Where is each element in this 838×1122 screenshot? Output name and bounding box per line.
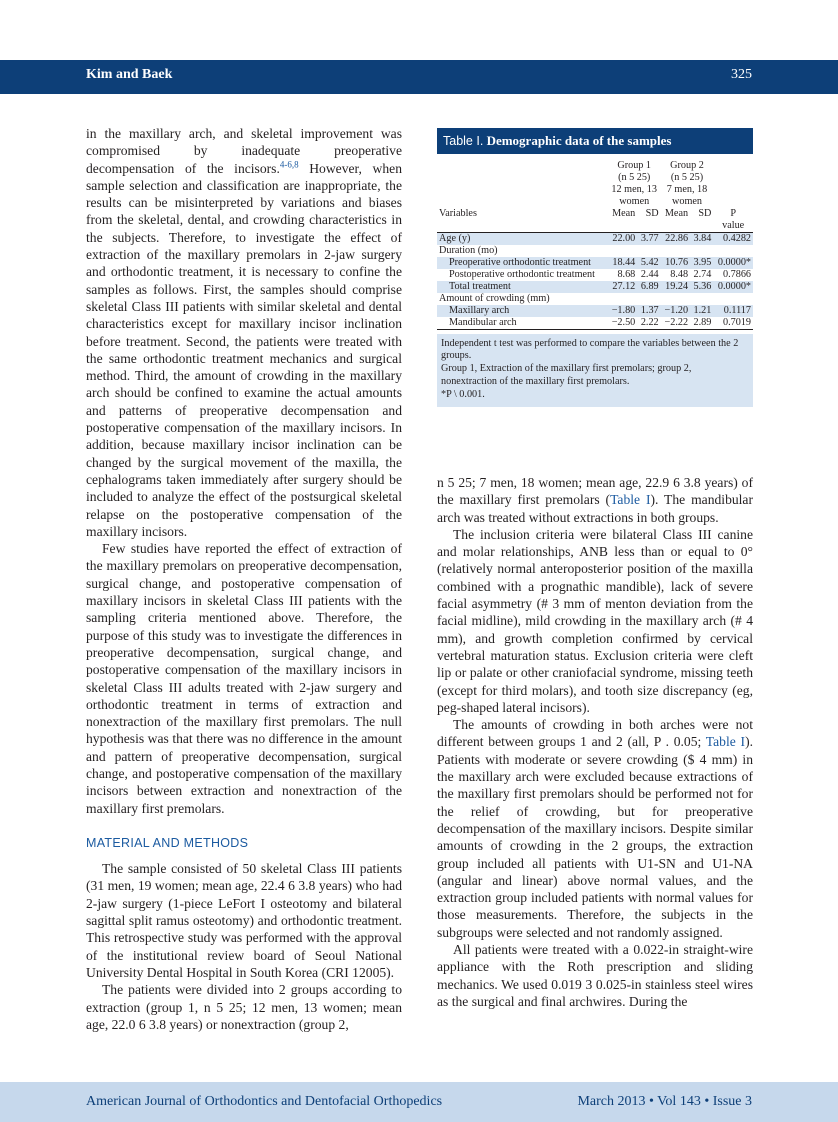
- table-row: Duration (mo): [439, 245, 498, 256]
- paragraph: All patients were treated with a 0.022-in straight-wire appliance with the Roth prescription and sliding mechanics. We used 0.019 3 0.025-in stainless steel wires as the surgical and final archwires. During the: [437, 942, 753, 1009]
- table-note: *P \ 0.001.: [441, 388, 485, 400]
- paragraph: n 5 25; 7 men, 18 women; mean age, 22.9 6 3.8 years) of the maxillary first premolars (Table I). The mandibular arch was treated without extractions in both groups.: [437, 475, 753, 525]
- data-table: Group 1 (n 5 25) 12 men, 13 women Group 2 (n 5 25) 7 men, 18 women Variables Mean SD Mean SD P value Age (y) 22.00 3.77 22.86 3.84 0.4282 Duration (mo) Preoperative orthodontic treatment 18.44 5.42 10.76 3.95 0.0000* Postoperative orthodontic treatment 8.68 2.44 8.48 2.74 0.7866 Total treatment 27.12 6.89 19.24 5.36 0.0000* Amount of crowding (mm) Maxillary arch −1.80 1.37 −1.20 1.21 0.1117 Mandibular arch −2.50 2.22 −2.22 2.89 0.7019: [439, 160, 751, 328]
- table-link[interactable]: Table I: [705, 734, 746, 750]
- section-heading: MATERIAL AND METHODS: [86, 835, 249, 850]
- paragraph: Few studies have reported the effect of extraction of the maxillary premolars on preoperative decompensation, surgical change, and postoperative compensation of maxillary incisors in skeletal Class III patients with the sampling criteria mentioned above. Therefore, the purpose of this study was to investigate the differences in preoperative decompensation, surgical change, and postoperative compensation of the maxillary incisors in skeletal Class III adults treated with 2-jaw surgery and orthodontic treatment in terms of extraction and nonextraction of the maxillary first premolars. The null hypothesis was that there was no difference in the amount and pattern of preoperative decompensation, surgical change, and postoperative compensation of the maxillary incisors between extraction and nonextraction of the maxillary first premolars.: [86, 541, 402, 816]
- table-notes: [437, 334, 753, 407]
- issue-info: March 2013 • Vol 143 • Issue 3: [577, 1094, 752, 1109]
- paragraph: The patients were divided into 2 groups according to extraction (group 1, n 5 25; 12 men, 13 women; mean age, 22.0 6 3.8 years) or nonextraction (group 2,: [86, 982, 402, 1032]
- table-row: Amount of crowding (mm): [439, 293, 550, 304]
- left-column: [86, 125, 402, 1033]
- group2-header: Group 2 (n 5 25) 7 men, 18 women: [666, 160, 708, 207]
- table-link[interactable]: Table I: [610, 492, 651, 508]
- header-authors: Kim and Baek: [86, 67, 173, 82]
- paragraph: in the maxillary arch, and skeletal improvement was compromised by inadequate preoperative decompensation of the incisors.$^{4-6,8}$ However, when sample selection and classification are inappropriate, the results can be misinterpreted by variations and biases from the skeletal, dental, and crowding characteristics in the subjects. Therefore, to investigate the effect of extraction of the maxillary premolars in 2-jaw surgery and orthodontic treatment, it is necessary to confine the samples as follows. First, the samples should comprise skeletal Class III patients with similar skeletal and dental characteristics except for maxillary incisor inclination before treatment. Second, the patients were treated with the same orthodontic treatment mechanics and surgical method. Third, the amount of crowding in the maxillary arch should be confined to examine the actual amounts and patterns of preoperative decompensation and postoperative compensation of the maxillary incisors. In addition, because maxillary incisor inclination can be changed by the surgical movement of the maxilla, the cephalograms taken immediately after surgery should be included to analyze the effect of the postsurgical skeletal relapse on the postoperative compensation of the maxillary incisors.: [86, 126, 402, 539]
- table-row: Maxillary arch −1.80 1.37 −1.20 1.21 0.1117: [437, 305, 753, 317]
- table-title-bar: [437, 128, 753, 154]
- table-note: Independent t test was performed to compare the variables between the 2 groups.: [441, 338, 739, 362]
- table-row: Total treatment 27.12 6.89 19.24 5.36 0.0000*: [437, 281, 753, 293]
- table-note: Group 1, Extraction of the maxillary first premolars; group 2, nonextraction of the maxillary first premolars.: [441, 363, 692, 387]
- journal-name: American Journal of Orthodontics and Dentofacial Orthopedics: [86, 1094, 443, 1109]
- table-row: Mandibular arch −2.50 2.22 −2.22 2.89 0.7019: [437, 317, 753, 330]
- group1-header: Group 1 (n 5 25) 12 men, 13 women: [611, 160, 657, 207]
- page-number: 325: [731, 67, 752, 82]
- p-value-header: P value: [713, 208, 753, 233]
- table-title: Demographic data of the samples: [486, 133, 672, 148]
- citation-ref[interactable]: 4-6,8: [279, 159, 299, 170]
- running-footer: [0, 1082, 838, 1122]
- paragraph: The sample consisted of 50 skeletal Class III patients (31 men, 19 women; mean age, 22.4 6 3.8 years) who had 2-jaw surgery (1-piece LeFort I osteotomy and bilateral sagittal split ramus osteotomy) and orthodontic treatment. This retrospective study was performed with the approval of the institutional review board of Seoul National University Dental Hospital in South Korea (CRI 12005).: [86, 861, 402, 980]
- table-row: Preoperative orthodontic treatment 18.44 5.42 10.76 3.95 0.0000*: [437, 257, 753, 269]
- column-header: Variables: [437, 208, 608, 233]
- right-column: [437, 474, 753, 1010]
- running-header: [0, 60, 838, 94]
- table-row: Postoperative orthodontic treatment 8.68 2.44 8.48 2.74 0.7866: [449, 269, 751, 280]
- table-row: Age (y) 22.00 3.77 22.86 3.84 0.4282: [439, 233, 751, 244]
- table-label: Table I.: [443, 134, 484, 148]
- demographic-table: [437, 128, 753, 407]
- paragraph: The inclusion criteria were bilateral Class III canine and molar relationships, ANB less than or equal to 0° (relatively normal anteroposterior position of the maxilla combined with a prognathic mandible), lack of severe facial asymmetry (# 3 mm of menton deviation from the facial midline), mild crowding in the maxillary arch (# 4 mm), and growth completion confirmed by cervical vertebral maturation status. Exclusion criteria were cleft lip or palate or other craniofacial syndrome, missing teeth (except for third molars), and tooth size discrepancy (eg, peg-shaped lateral incisors).: [437, 526, 753, 715]
- paragraph: The amounts of crowding in both arches were not different between groups 1 and 2 (all, P . 0.05; Table I). Patients with moderate or severe crowding ($ 4 mm) in the maxillary arch were excluded because extractions of the maxillary first premolars should be performed not for the relief of crowding, but for preoperative decompensation of the maxillary incisors. Despite similar amounts of crowding in the 2 groups, the extraction group included all patients with U1-SN and U1-NA (angular and linear) above normal values, and the extraction group included patients with normal values for those measurements. Therefore, the subjects in the subgroups were selected and not randomly assigned.: [437, 717, 753, 940]
